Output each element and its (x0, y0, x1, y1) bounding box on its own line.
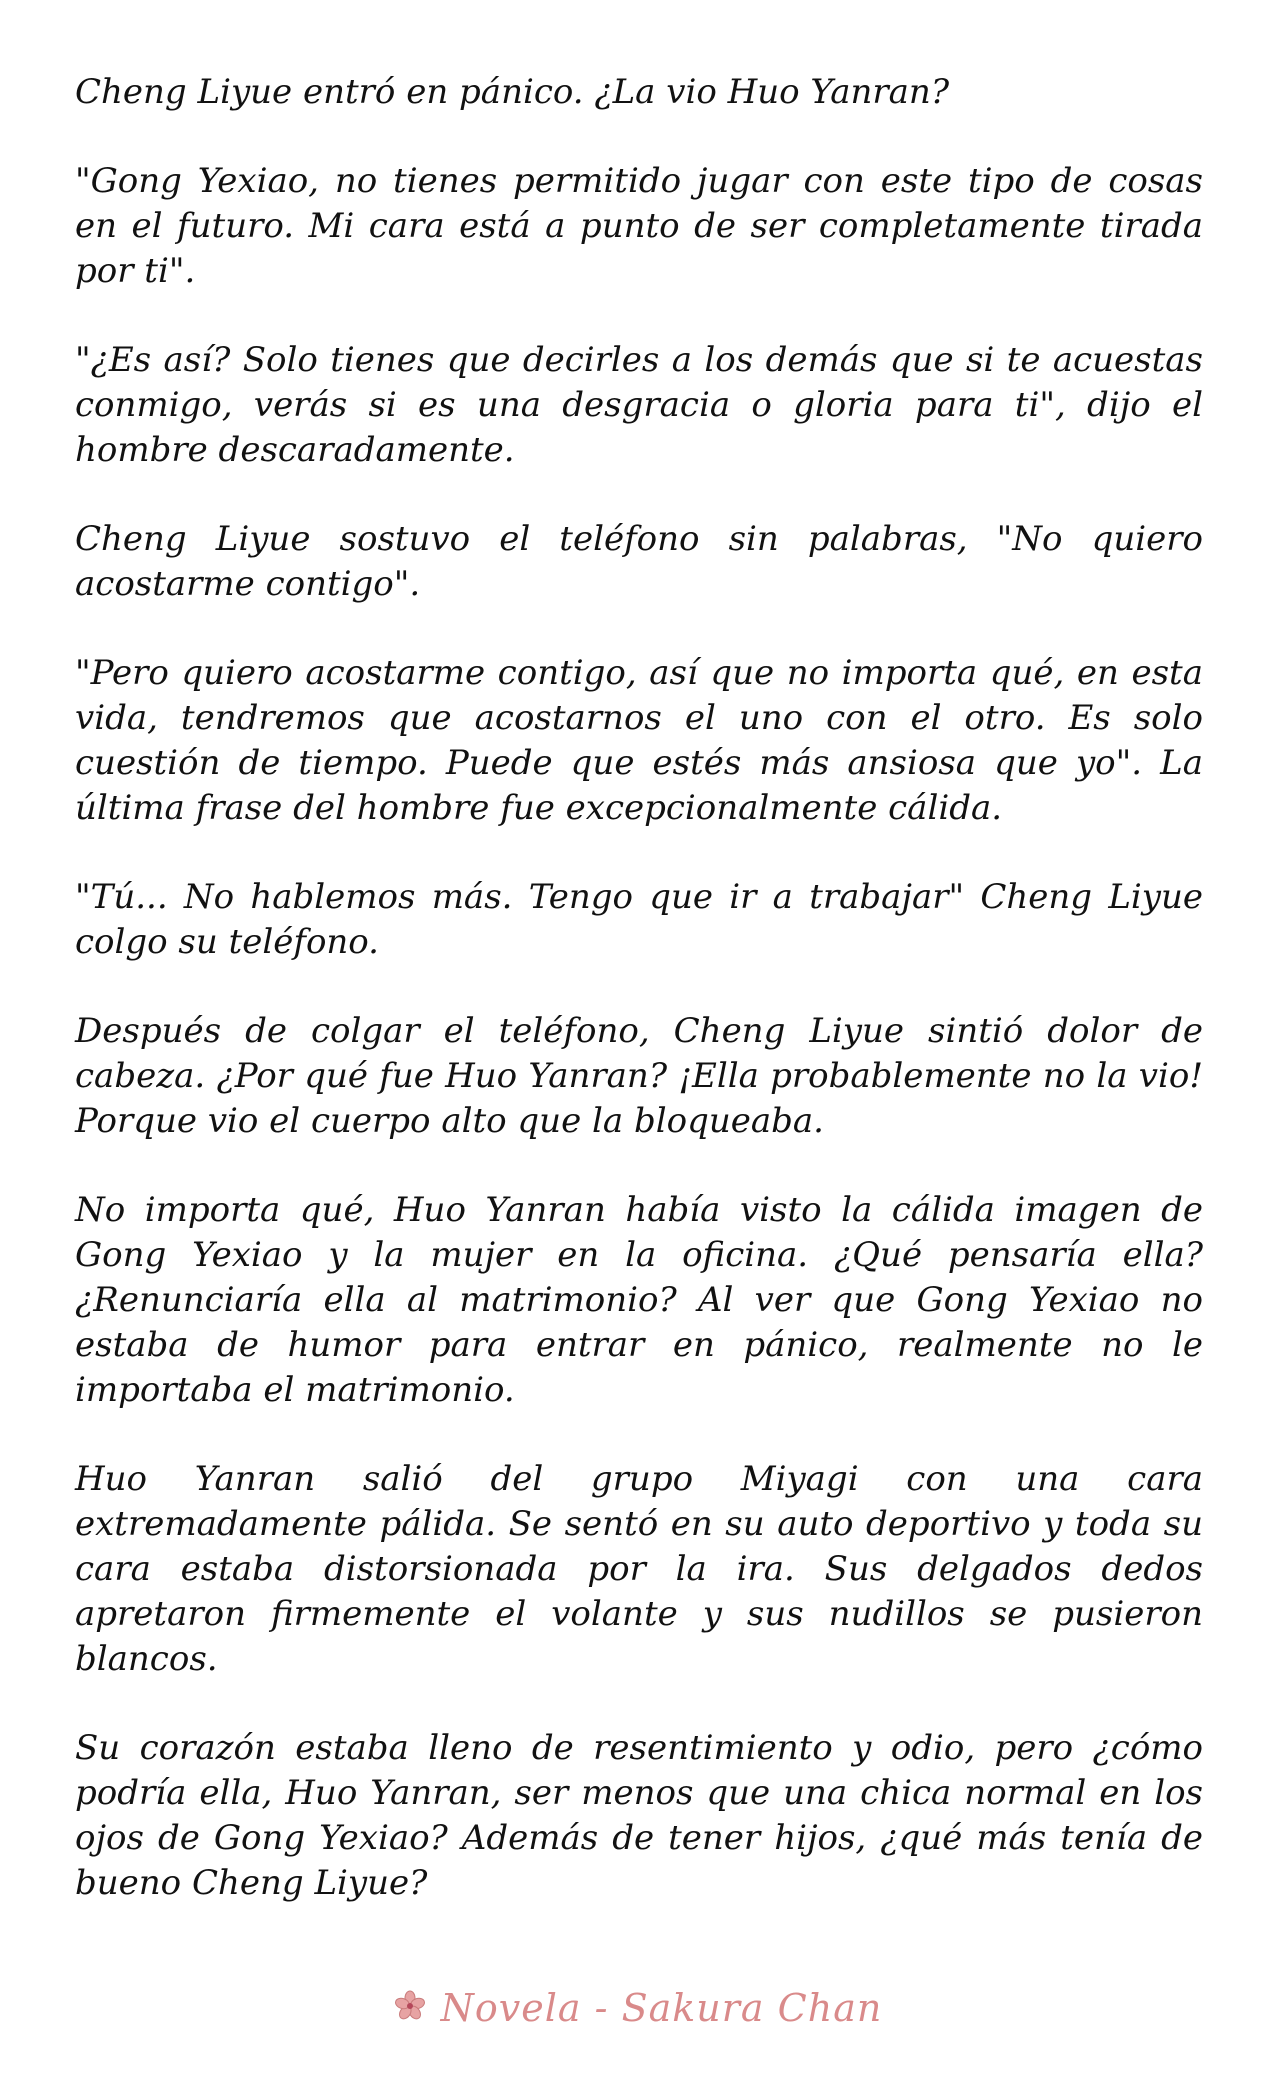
paragraph: "Pero quiero acostarme contigo, así que no importa qué, en esta vida, tendremos que acostarnos el uno con el otro. Es solo cuestión de tiempo. Puede que estés más ansiosa que yo". La última frase del hombre fue excepcionalmente cálida. (75, 653, 1203, 828)
sakura-flower-icon (393, 1989, 427, 2028)
paragraph: "Tú... No hablemos más. Tengo que ir a trabajar" Cheng Liyue colgo su teléfono. (75, 877, 1203, 962)
paragraph: "¿Es así? Solo tienes que decirles a los demás que si te acuestas conmigo, verás si es una desgracia o gloria para ti", dijo el hombre descaradamente. (75, 340, 1203, 470)
paragraph: Cheng Liyue entró en pánico. ¿La vio Huo Yanran? (75, 72, 950, 112)
paragraph: Huo Yanran salió del grupo Miyagi con una cara extremadamente pálida. Se sentó en su auto deportivo y toda su cara estaba distorsionada por la ira. Sus delgados dedos apretaron firmemente el volante y sus nudillos se pusieron blancos. (75, 1459, 1203, 1679)
paragraph: Después de colgar el teléfono, Cheng Liyue sintió dolor de cabeza. ¿Por qué fue Huo Yanran? ¡Ella probablemente no la vio! Porque vio el cuerpo alto que la bloqueaba. (75, 1011, 1203, 1141)
watermark (0, 1986, 1275, 2030)
watermark-text: Novela - Sakura Chan (440, 1986, 883, 2030)
paragraph: Su corazón estaba lleno de resentimiento y odio, pero ¿cómo podría ella, Huo Yanran, ser menos que una chica normal en los ojos de Gong Yexiao? Además de tener hijos, ¿qué más tenía de bueno Cheng Liyue? (75, 1728, 1203, 1903)
paragraph: No importa qué, Huo Yanran había visto la cálida imagen de Gong Yexiao y la mujer en la oficina. ¿Qué pensaría ella? ¿Renunciaría ella al matrimonio? Al ver que Gong Yexiao no estaba de humor para entrar en pánico, realmente no le importaba el matrimonio. (75, 1190, 1203, 1410)
paragraph: "Gong Yexiao, no tienes permitido jugar con este tipo de cosas en el futuro. Mi cara está a punto de ser completamente tirada por ti". (75, 161, 1203, 291)
paragraph: Cheng Liyue sostuvo el teléfono sin palabras, "No quiero acostarme contigo". (75, 519, 1203, 604)
chapter-text (75, 70, 1203, 1906)
